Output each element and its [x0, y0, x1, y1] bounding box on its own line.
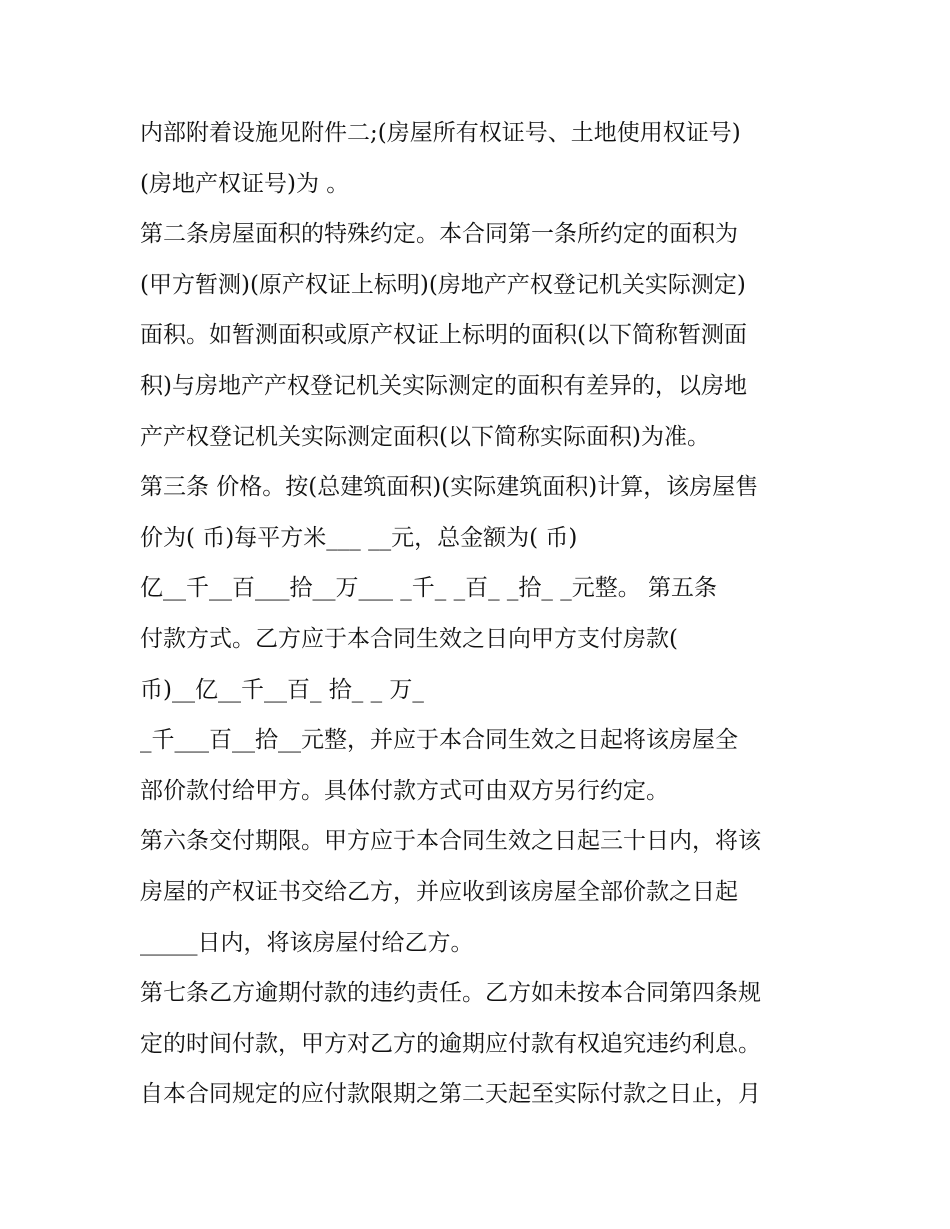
text-line-5: 面积。如暂测面积或原产权证上标明的面积(以下简称暂测面 [140, 322, 747, 349]
text-line-14: 部价款付给甲方。具体付款方式可由双方另行约定。 [140, 777, 669, 804]
text-line-19: 定的时间付款，甲方对乙方的逾期应付款有权追究违约利息。 [140, 1030, 761, 1057]
text-line-4: (甲方暂测)(原产权证上标明)(房地产产权登记机关实际测定) [140, 271, 746, 298]
text-line-10: 亿__千__百___拾__万___ _千_ _百_ _拾_ _元整。 第五条 [140, 575, 718, 602]
text-line-15: 第六条交付期限。甲方应于本合同生效之日起三十日内，将该 [140, 828, 761, 855]
text-line-8: 第三条 价格。按(总建筑面积)(实际建筑面积)计算，该房屋售 [140, 474, 759, 501]
text-line-16: 房屋的产权证书交给乙方，并应收到该房屋全部价款之日起 [140, 878, 738, 905]
text-line-12: 币)__亿__千__百_ 拾_ _ 万_ [140, 676, 424, 703]
document-body [140, 108, 820, 1120]
text-line-7: 产产权登记机关实际测定面积(以下简称实际面积)为准。 [140, 423, 710, 450]
text-line-17: _____日内，将该房屋付给乙方。 [140, 929, 474, 956]
text-line-2: (房地产权证号)为 。 [140, 170, 350, 197]
text-line-18: 第七条乙方逾期付款的违约责任。乙方如未按本合同第四条规 [140, 980, 761, 1007]
text-line-9: 价为( 币)每平方米___ __元，总金额为( 币) [140, 524, 578, 551]
text-line-6: 积)与房地产产权登记机关实际测定的面积有差异的，以房地 [140, 372, 747, 399]
text-line-1: 内部附着设施见附件二;(房屋所有权证号、土地使用权证号) [140, 120, 741, 146]
text-line-11: 付款方式。乙方应于本合同生效之日向甲方支付房款( [140, 625, 678, 652]
text-line-13: _千___百__拾__元整，并应于本合同生效之日起将该房屋全 [140, 727, 738, 754]
text-line-20: 自本合同规定的应付款限期之第二天起至实际付款之日止，月 [140, 1081, 761, 1108]
text-line-3: 第二条房屋面积的特殊约定。本合同第一条所约定的面积为 [140, 221, 738, 248]
